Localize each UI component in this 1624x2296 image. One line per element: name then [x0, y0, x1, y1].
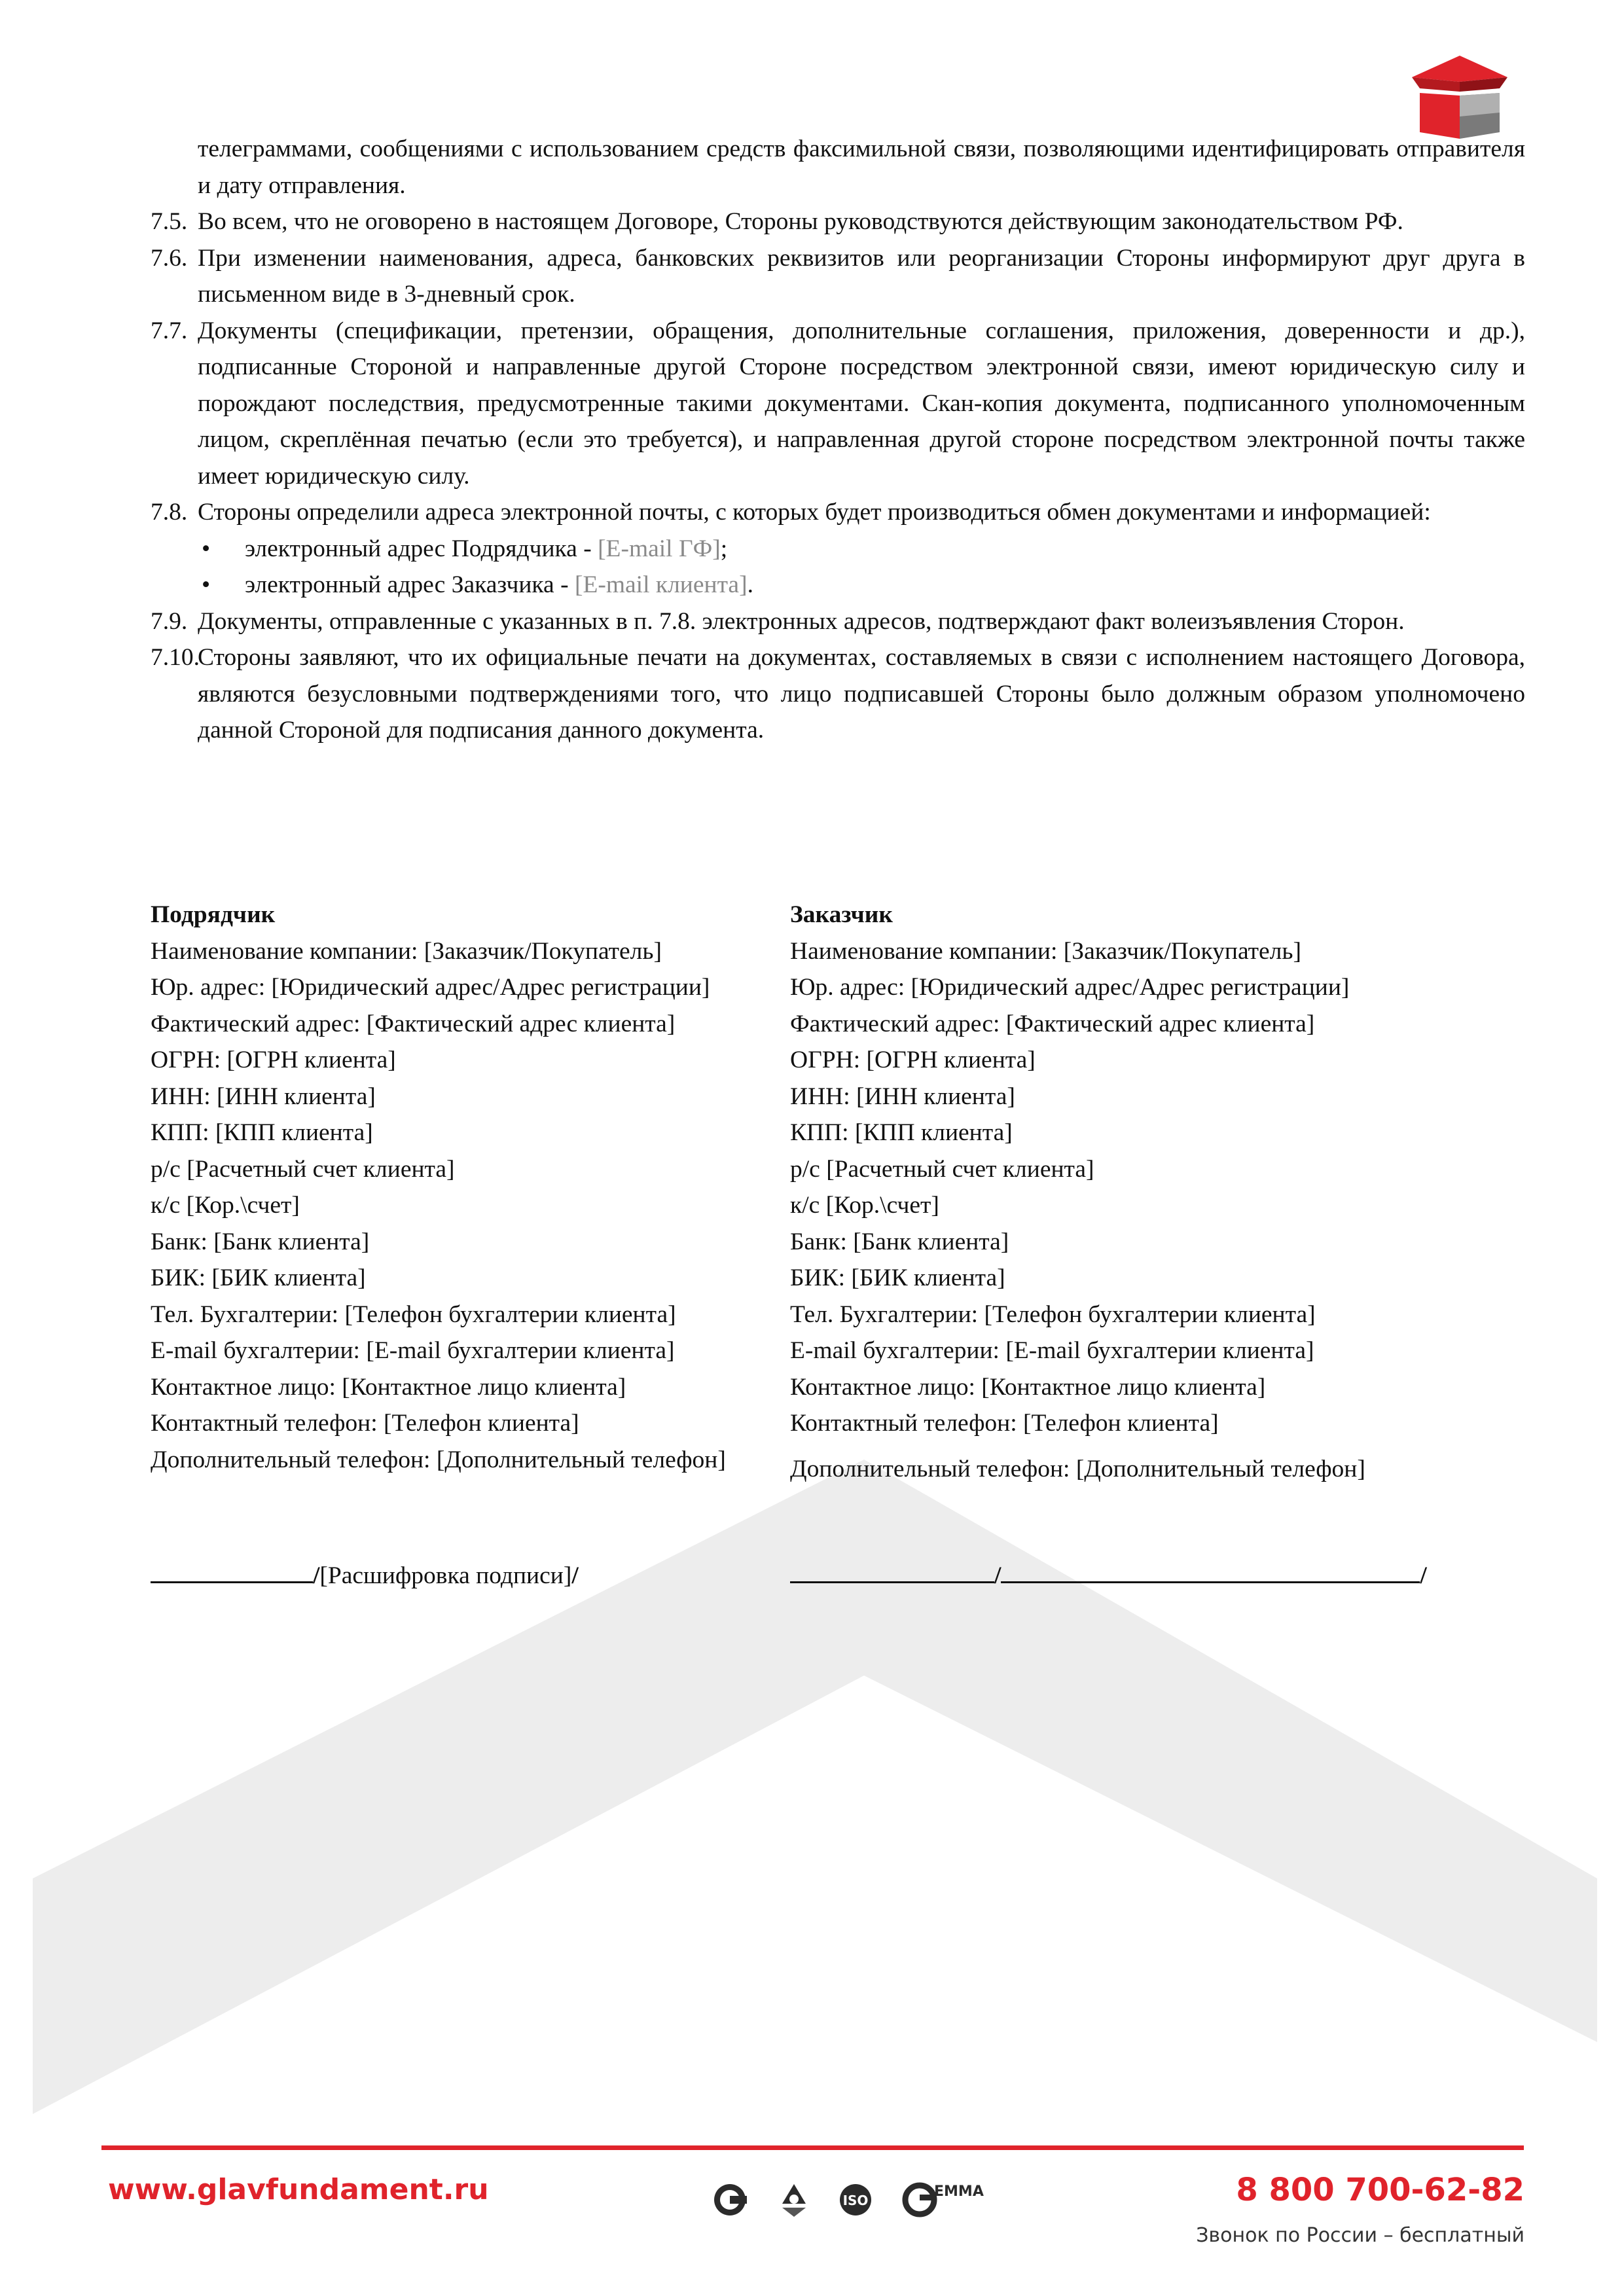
- requisite-line: к/с [Кор.\счет]: [151, 1192, 300, 1219]
- requisite-line: E-mail бухгалтерии: [E-mail бухгалтерии клиента]: [151, 1337, 675, 1364]
- clause-text: Документы (спецификации, претензии, обращения, дополнительные соглашения, приложения, доверенности и др.), подписанные Стороной и направленные другой Стороне посредством электронной связи, имеют юридическую силу и порождают последствия, предусмотренные такими документами. Скан-копия документа, подписанного уполномоченным лицом, скреплённая печатью (если это требуется), и направленная другой стороне посредством электронной почты также имеет юридическую силу.: [198, 317, 1525, 490]
- signature-name-line: [1001, 1558, 1420, 1583]
- requisite-line: БИК: [БИК клиента]: [151, 1265, 366, 1291]
- clause-number: 7.5.: [151, 208, 188, 235]
- contractor-heading: Подрядчик: [151, 901, 276, 928]
- requisite-line: ИНН: [ИНН клиента]: [151, 1083, 376, 1110]
- requisite-line: Юр. адрес: [Юридический адрес/Адрес регистрации]: [790, 974, 1350, 1001]
- clause-number: 7.10.: [151, 644, 200, 671]
- requisite-line: ИНН: [ИНН клиента]: [790, 1083, 1015, 1110]
- iso-icon: [840, 2184, 871, 2215]
- requisite-line: Юр. адрес: [Юридический адрес/Адрес регистрации]: [151, 974, 710, 1001]
- requisite-line: Банк: [Банк клиента]: [151, 1228, 370, 1255]
- requisite-line: E-mail бухгалтерии: [E-mail бухгалтерии клиента]: [790, 1337, 1314, 1364]
- requisite-line: КПП: [КПП клиента]: [790, 1119, 1013, 1146]
- list-item: • электронный адрес Подрядчика - [E-mail ГФ];: [151, 531, 1525, 567]
- clause-number: 7.9.: [151, 607, 188, 635]
- clause-7-8: [151, 494, 1525, 531]
- requisite-line: Фактический адрес: [Фактический адрес клиента]: [151, 1010, 676, 1037]
- clause-number: 7.7.: [151, 317, 188, 344]
- clause-number: 7.8.: [151, 499, 188, 526]
- requisite-line: Контактное лицо: [Контактное лицо клиента]: [151, 1373, 626, 1401]
- requisite-line: Контактное лицо: [Контактное лицо клиента]: [790, 1373, 1266, 1401]
- clause-text: Стороны заявляют, что их официальные печати на документах, составляемых в связи с исполнением настоящего Договора, являются безусловными подтверждениями того, что лицо подписавшей Стороны было должным образом уполномочено данной Стороной для подписания данного документа.: [198, 644, 1525, 744]
- svg-text:EMMA: EMMA: [934, 2183, 984, 2200]
- email-list: [151, 531, 1525, 603]
- clause-text: При изменении наименования, адреса, банковских реквизитов или реорганизации Стороны информируют друг друга в письменном виде в 3-дневный срок.: [198, 244, 1525, 308]
- requisite-line: р/с [Расчетный счет клиента]: [151, 1155, 455, 1183]
- website-link[interactable]: www.glavfundament.ru: [108, 2173, 489, 2206]
- clause-number: 7.6.: [151, 244, 188, 272]
- requisite-line: к/с [Кор.\счет]: [790, 1192, 939, 1219]
- requisite-line: Дополнительный телефон: [Дополнительный телефон]: [790, 1455, 1365, 1482]
- requisite-line: БИК: [БИК клиента]: [790, 1265, 1005, 1291]
- clause-text: телеграммами, сообщениями с использованием средств факсимильной связи, позволяющими идентифицировать отправителя и дату отправления.: [198, 135, 1525, 199]
- requisite-line: Банк: [Банк клиента]: [790, 1228, 1009, 1255]
- bullet-icon: •: [202, 535, 211, 562]
- requisite-line: Контактный телефон: [Телефон клиента]: [151, 1410, 579, 1437]
- requisite-line: ОГРН: [ОГРН клиента]: [151, 1047, 396, 1073]
- requisite-line: Наименование компании: [Заказчик/Покупатель]: [790, 937, 1301, 965]
- email-placeholder: [E-mail клиента]: [574, 571, 748, 598]
- rst-certification-icon: [714, 2184, 747, 2215]
- customer-signature: / /: [790, 1558, 1427, 1594]
- phone-number[interactable]: 8 800 700-62-82: [1236, 2172, 1525, 2208]
- requisite-line: Дополнительный телефон: [Дополнительный телефон]: [151, 1446, 726, 1473]
- clause-7-6: [151, 240, 1525, 313]
- requisite-line: Тел. Бухгалтерии: [Телефон бухгалтерии клиента]: [151, 1300, 676, 1328]
- clause-7-7: [151, 313, 1525, 495]
- clause-7-9: [151, 603, 1525, 640]
- clause-7-4-continuation: [151, 131, 1525, 204]
- clause-text: Во всем, что не оговорено в настоящем Договоре, Стороны руководствуются действующим законодательством РФ.: [198, 208, 1403, 235]
- requisite-line: КПП: [КПП клиента]: [151, 1119, 373, 1146]
- requisite-line: Наименование компании: [Заказчик/Покупатель]: [151, 937, 662, 965]
- recycle-icon: [782, 2184, 806, 2217]
- company-logo: [1411, 52, 1509, 144]
- svg-text:ISO: ISO: [842, 2193, 869, 2208]
- footer-divider: [101, 2145, 1524, 2150]
- contract-clauses: [151, 131, 1525, 749]
- gemma-icon: [905, 2183, 984, 2214]
- list-item: • электронный адрес Заказчика - [E-mail клиента].: [151, 567, 1525, 603]
- clause-7-5: [151, 204, 1525, 240]
- clause-text: Стороны определили адреса электронной почты, с которых будет производиться обмен документами и информацией:: [198, 499, 1431, 526]
- customer-heading: Заказчик: [790, 901, 893, 928]
- certification-icons: [710, 2176, 998, 2222]
- requisite-line: ОГРН: [ОГРН клиента]: [790, 1047, 1036, 1073]
- phone-note: Звонок по России – бесплатный: [1196, 2224, 1525, 2247]
- clause-7-10: [151, 639, 1525, 749]
- signature-name: [Расшифровка подписи]: [319, 1562, 572, 1589]
- requisite-line: Контактный телефон: [Телефон клиента]: [790, 1410, 1219, 1437]
- requisite-line: р/с [Расчетный счет клиента]: [790, 1155, 1094, 1183]
- customer-requisites: [790, 897, 1477, 1487]
- contractor-requisites: [151, 897, 792, 1478]
- email-placeholder: [E-mail ГФ]: [598, 535, 721, 562]
- contractor-signature: /[Расшифровка подписи]/: [151, 1558, 579, 1594]
- bullet-icon: •: [202, 571, 211, 598]
- requisite-line: Фактический адрес: [Фактический адрес клиента]: [790, 1010, 1315, 1037]
- signature-line: [151, 1558, 313, 1583]
- clause-text: Документы, отправленные с указанных в п. 7.8. электронных адресов, подтверждают факт волеизъявления Сторон.: [198, 607, 1405, 635]
- signature-line: [790, 1558, 994, 1583]
- requisite-line: Тел. Бухгалтерии: [Телефон бухгалтерии клиента]: [790, 1300, 1316, 1328]
